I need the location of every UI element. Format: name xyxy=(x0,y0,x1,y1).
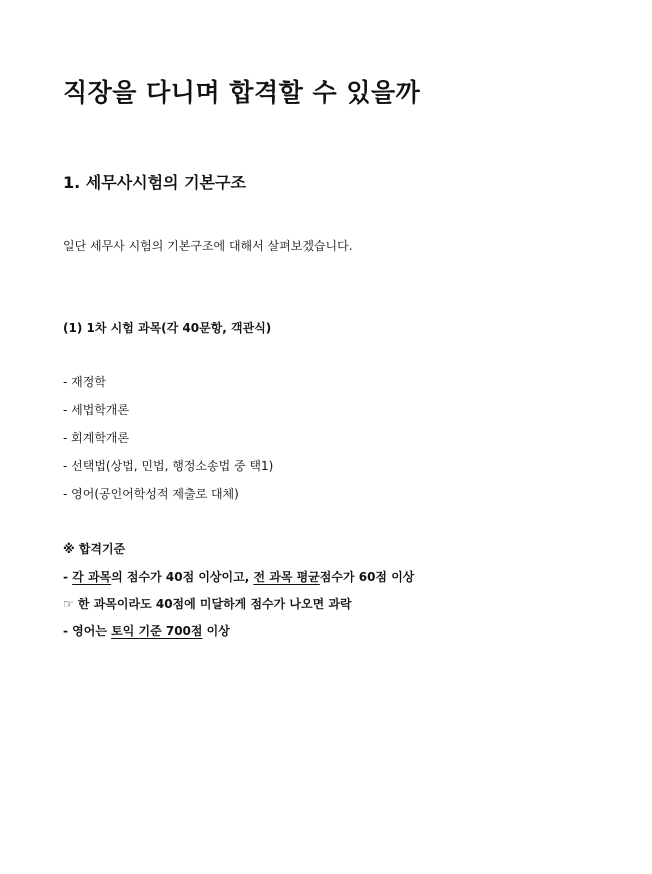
subject-item-english: - 영어(공인어학성적 제출로 대체) xyxy=(63,487,239,501)
underlined-each-subject: 각 과목 xyxy=(72,570,112,584)
section-heading: 1. 세무사시험의 기본구조 xyxy=(63,173,246,192)
criteria-text: 이상 xyxy=(202,624,230,638)
criteria-item-english-rule xyxy=(63,621,414,648)
underlined-all-average: 전 과목 평균 xyxy=(253,570,320,584)
criteria-heading: ※ 합격기준 xyxy=(63,542,126,556)
criteria-text: 점수가 60점 이상 xyxy=(319,570,415,584)
intro-paragraph: 일단 세무사 시험의 기본구조에 대해서 살펴보겠습니다. xyxy=(63,239,353,253)
criteria-item-score-rule xyxy=(63,567,414,594)
criteria-item-fail-rule: ☞ 한 과목이라도 40점에 미달하게 점수가 나오면 과락 xyxy=(63,597,352,611)
subject-item-tax-law: - 세법학개론 xyxy=(63,403,130,417)
criteria-text: 의 점수가 40점 이상이고, xyxy=(111,570,254,584)
criteria-list xyxy=(63,567,414,648)
subject-item-accounting: - 회계학개론 xyxy=(63,431,130,445)
underlined-toeic: 토익 기준 700점 xyxy=(111,624,203,638)
criteria-prefix: - 영어는 xyxy=(63,624,112,638)
subject-item-public-finance: - 재정학 xyxy=(63,375,106,389)
criteria-prefix: - xyxy=(63,570,73,584)
page-title: 직장을 다니며 합격할 수 있을까 xyxy=(63,78,421,107)
subject-item-elective-law: - 선택법(상법, 민법, 행정소송법 중 택1) xyxy=(63,459,274,473)
subject-list xyxy=(63,372,273,512)
first-exam-heading: (1) 1차 시험 과목(각 40문항, 객관식) xyxy=(63,321,272,335)
